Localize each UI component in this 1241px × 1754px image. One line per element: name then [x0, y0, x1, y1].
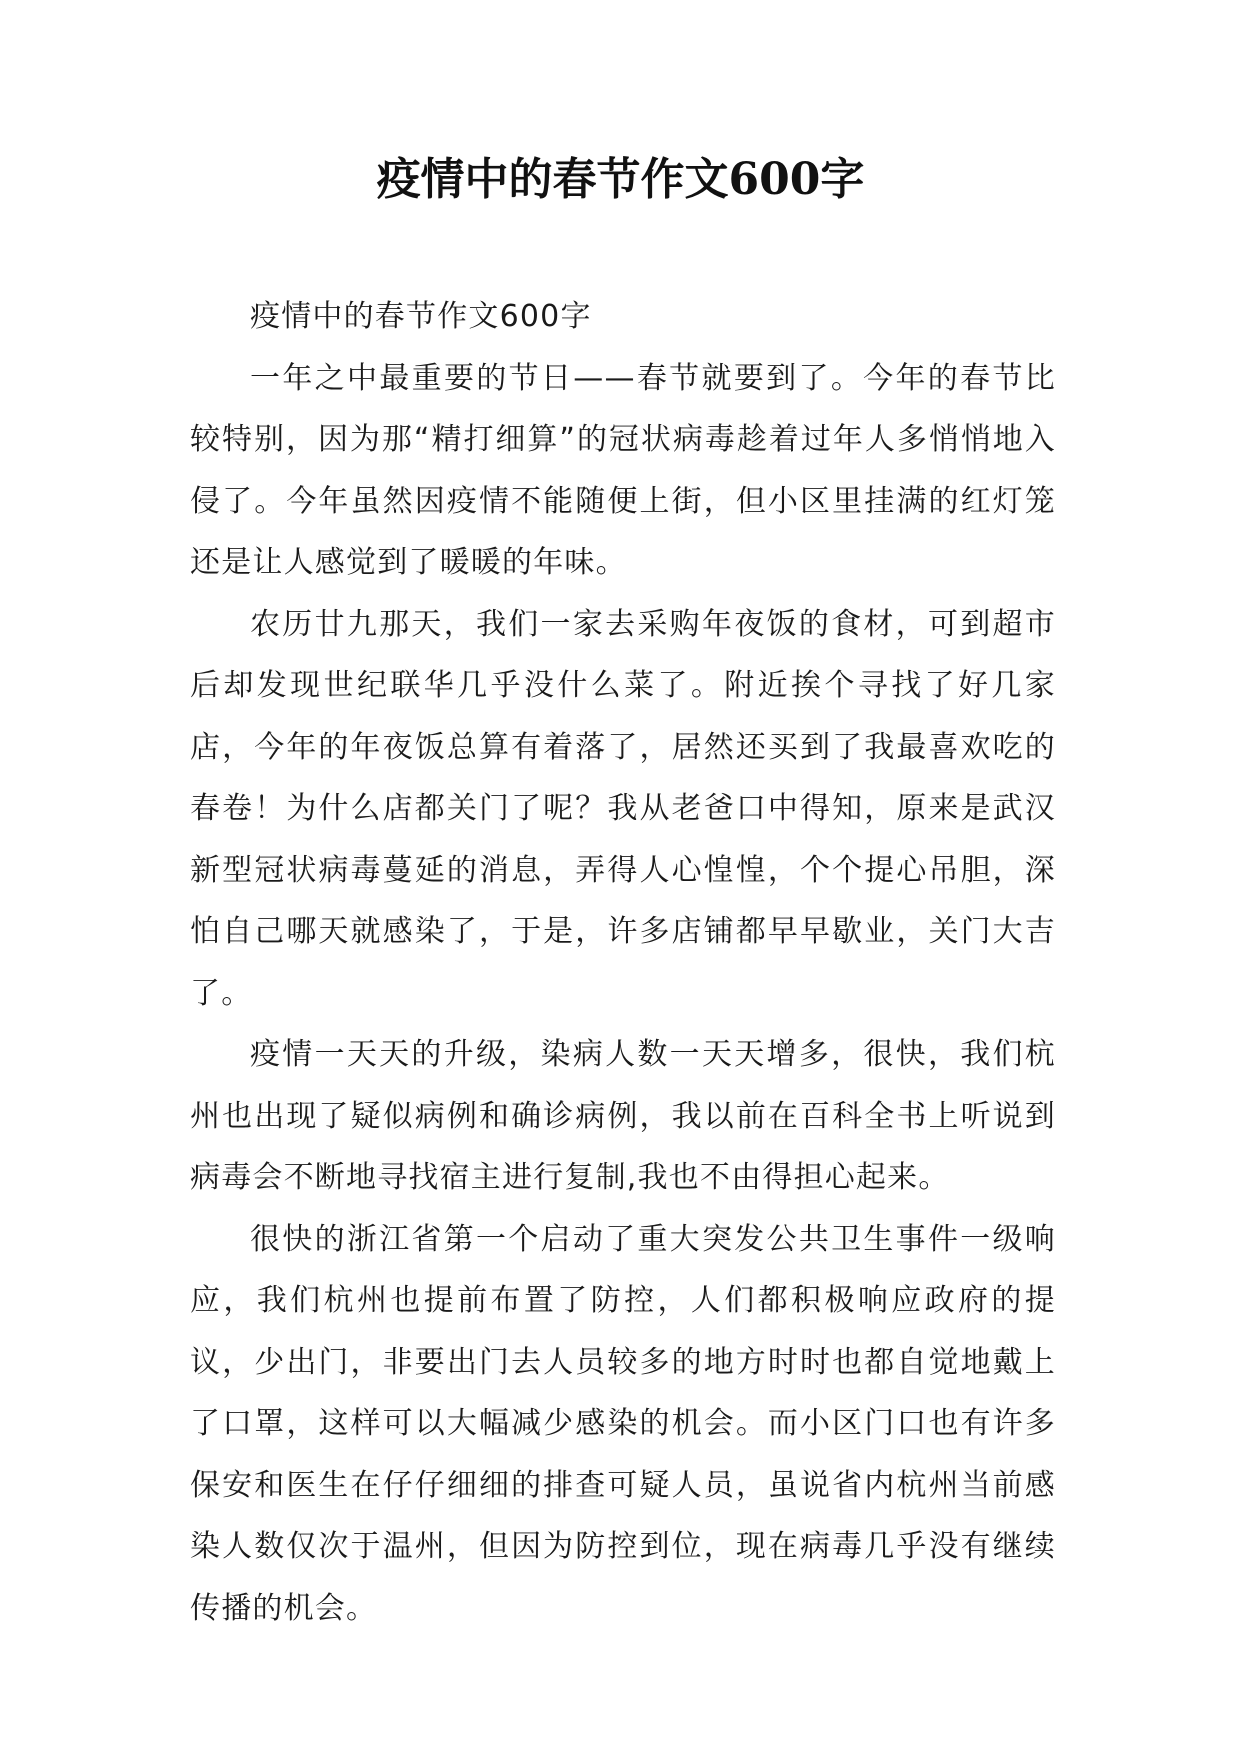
paragraph: 一年之中最重要的节日——春节就要到了。今年的春节比较特别，因为那“精打细算”的冠状病毒趁着过年人多悄悄地入侵了。今年虽然因疫情不能随便上街，但小区里挂满的红灯笼还是让人感觉到了暖暖的年味。: [190, 360, 1056, 580]
paragraph: 很快的浙江省第一个启动了重大突发公共卫生事件一级响应，我们杭州也提前布置了防控，人们都积极响应政府的提议，少出门，非要出门去人员较多的地方时时也都自觉地戴上了口罩，这样可以大幅减少感染的机会。而小区门口也有许多保安和医生在仔仔细细的排查可疑人员，虽说省内杭州当前感染人数仅次于温州，但因为防控到位，现在病毒几乎没有继续传播的机会。: [190, 1221, 1056, 1626]
paragraph: 疫情一天天的升级，染病人数一天天增多，很快，我们杭州也出现了疑似病例和确诊病例，我以前在百科全书上听说到病毒会不断地寻找宿主进行复制,我也不由得担心起来。: [190, 1037, 1056, 1195]
paragraph-subtitle: 疫情中的春节作文600字: [250, 299, 592, 334]
paragraph: 农历廿九那天，我们一家去采购年夜饭的食材，可到超市后却发现世纪联华几乎没什么菜了。附近挨个寻找了好几家店，今年的年夜饭总算有着落了，居然还买到了我最喜欢吃的春卷！为什么店都关门了呢？我从老爸口中得知，原来是武汉新型冠状病毒蔓延的消息，弄得人心惶惶，个个提心吊胆，深怕自己哪天就感染了，于是，许多店铺都早早歇业，关门大吉了。: [190, 606, 1056, 1011]
document-body: [190, 286, 1056, 1639]
page-title: 疫情中的春节作文600字: [376, 154, 865, 205]
